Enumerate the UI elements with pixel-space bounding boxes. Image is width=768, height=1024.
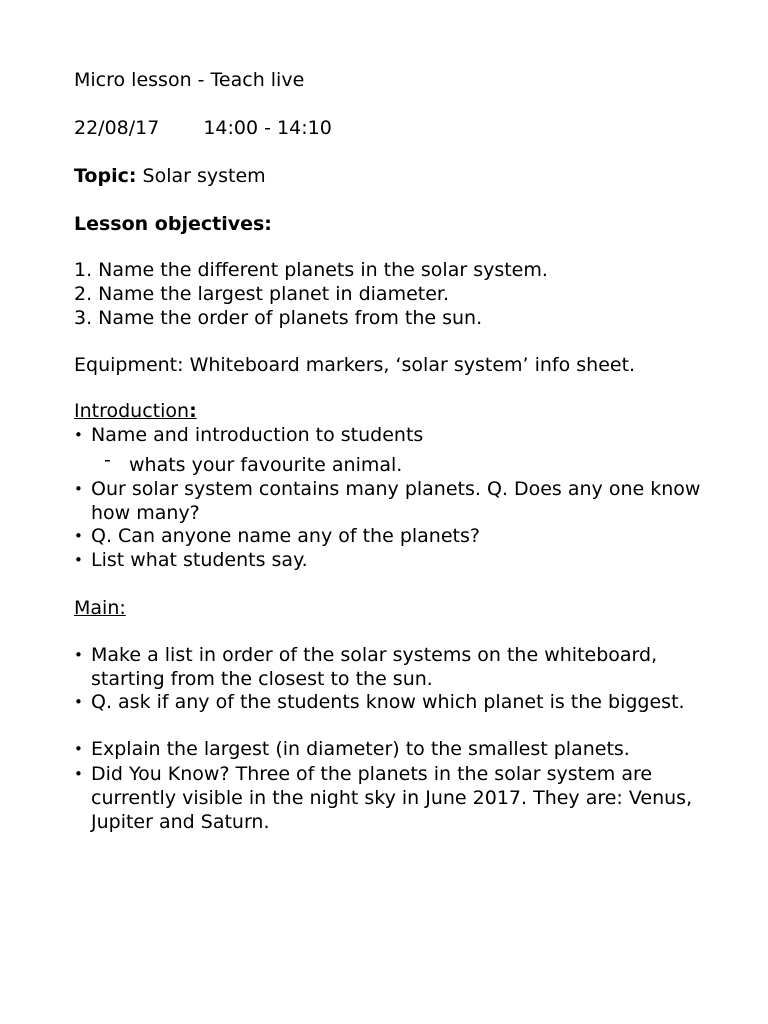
list-item-text: Name and introduction to students <box>91 424 424 446</box>
objective-item: 3. Name the order of planets from the sun. <box>74 307 483 329</box>
topic-label: Topic: <box>74 165 137 187</box>
dash-icon: - <box>104 449 111 471</box>
list-item-text: Did You Know? Three of the planets in the solar system are currently visible in the night sky in June 2017. They are: Venus, Jupiter and Saturn. <box>91 763 693 833</box>
objective-item: 2. Name the largest planet in diameter. <box>74 283 450 305</box>
list-item <box>74 423 714 447</box>
list-item <box>74 477 714 525</box>
list-item-text: Our solar system contains many planets. Q. Does any one know how many? <box>91 478 701 524</box>
date-time-line <box>74 116 332 140</box>
bullet-icon: • <box>74 426 83 444</box>
list-item-text: Explain the largest (in diameter) to the smallest planets. <box>91 738 630 760</box>
main-heading-text: Main: <box>74 597 126 619</box>
document-title: Micro lesson - Teach live <box>74 69 305 91</box>
lesson-date: 22/08/17 <box>74 117 160 139</box>
bullet-icon: • <box>74 480 83 498</box>
list-item-text: Make a list in order of the solar systems on the whiteboard, starting from the closest to the sun. <box>91 644 658 690</box>
bullet-icon: • <box>74 740 83 758</box>
list-item <box>74 737 714 761</box>
list-item <box>74 690 714 714</box>
bullet-icon: • <box>74 693 83 711</box>
list-item <box>74 762 714 834</box>
introduction-heading-text: Introduction <box>74 400 190 422</box>
sub-list-item-text: whats your favourite animal. <box>129 454 403 476</box>
equipment-line: Equipment: Whiteboard markers, ‘solar system’ info sheet. <box>74 354 636 376</box>
bullet-icon: • <box>74 765 83 783</box>
list-item-text: Q. ask if any of the students know which planet is the biggest. <box>91 691 685 713</box>
list-item <box>74 524 714 548</box>
main-heading <box>74 596 126 620</box>
list-item <box>74 643 714 691</box>
list-item <box>74 548 714 572</box>
objectives-heading: Lesson objectives: <box>74 213 272 235</box>
bullet-icon: • <box>74 527 83 545</box>
sub-list-item <box>104 449 403 477</box>
bullet-icon: • <box>74 551 83 569</box>
bullet-icon: • <box>74 646 83 664</box>
lesson-time: 14:00 - 14:10 <box>203 117 332 139</box>
list-item-text: List what students say. <box>91 549 308 571</box>
topic-line <box>74 164 266 188</box>
list-item-text: Q. Can anyone name any of the planets? <box>91 525 480 547</box>
objective-item: 1. Name the different planets in the solar system. <box>74 259 548 281</box>
topic-value: Solar system <box>136 165 266 187</box>
introduction-heading <box>74 399 197 423</box>
introduction-heading-colon: : <box>189 400 197 422</box>
